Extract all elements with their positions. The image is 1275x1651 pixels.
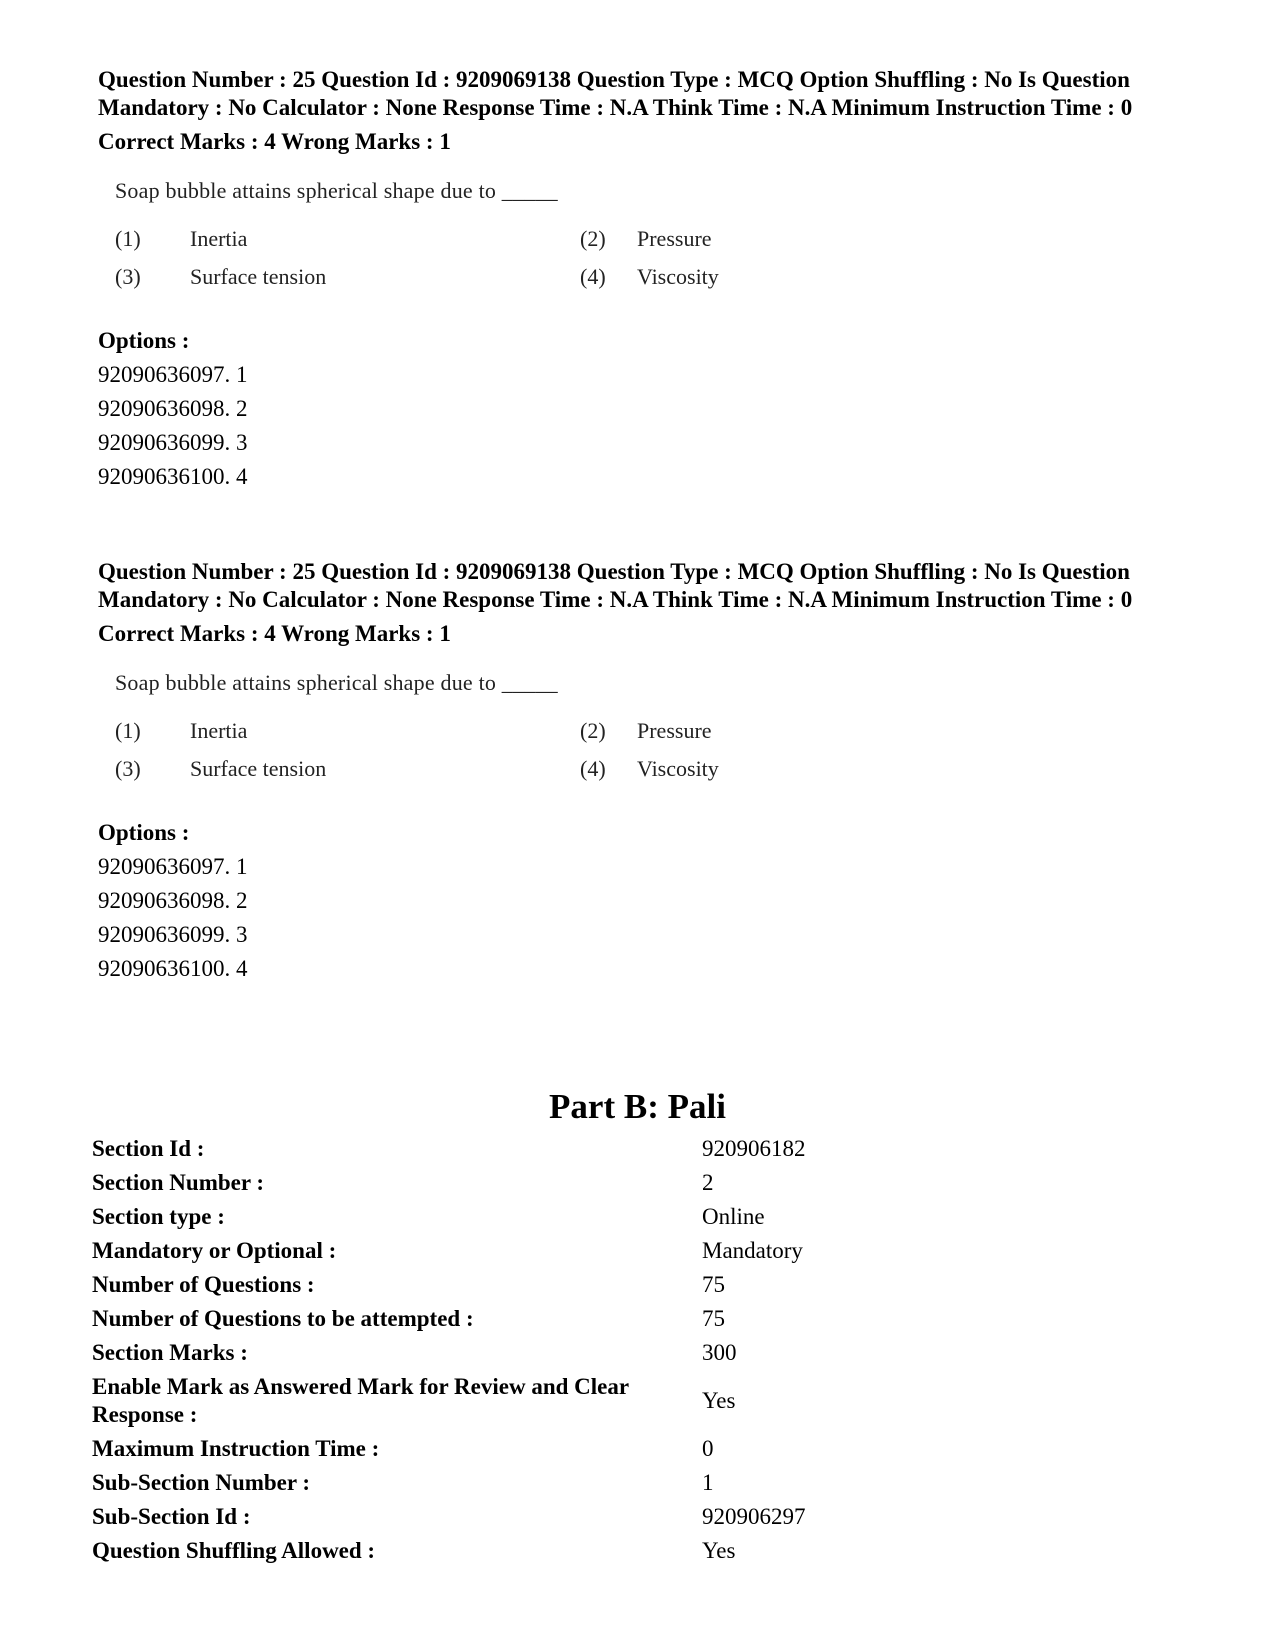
section-key: Maximum Instruction Time : xyxy=(92,1436,380,1461)
choice-2: (2) Pressure xyxy=(580,718,712,743)
choice-2: (2) Pressure xyxy=(580,226,712,251)
option-id: 92090636097. 1 xyxy=(98,854,248,879)
section-key: Section Number : xyxy=(92,1170,265,1195)
section-value: 1 xyxy=(702,1470,714,1495)
section-value: Yes xyxy=(702,1388,736,1413)
question-meta: Question Number : 25 Question Id : 9209069138 Question Type : MCQ Option Shuffling : No Is Question Mandatory : No Calculator : None Response Time : N.A Think Time : N.A Minimum Instruction Time : 0 xyxy=(98,559,1133,612)
section-value: 920906182 xyxy=(702,1136,806,1161)
question-marks: Correct Marks : 4 Wrong Marks : 1 xyxy=(98,621,451,646)
section-row xyxy=(92,1500,806,1534)
section-row xyxy=(92,1370,806,1432)
section-row xyxy=(92,1336,806,1370)
section-key: Question Shuffling Allowed : xyxy=(92,1538,376,1563)
options-label: Options : xyxy=(98,820,190,845)
section-value: Yes xyxy=(702,1538,736,1563)
section-row xyxy=(92,1466,806,1500)
option-id: 92090636100. 4 xyxy=(98,464,248,489)
option-id: 92090636098. 2 xyxy=(98,396,248,421)
choice-3: (3) Surface tension xyxy=(115,264,327,289)
section-key: Enable Mark as Answered Mark for Review and Clear Response : xyxy=(92,1374,629,1427)
part-title: Part B: Pali xyxy=(549,1087,726,1126)
section-key: Sub-Section Id : xyxy=(92,1504,251,1529)
section-row xyxy=(92,1534,806,1568)
choice-4: (4) Viscosity xyxy=(580,756,719,781)
question-meta: Question Number : 25 Question Id : 9209069138 Question Type : MCQ Option Shuffling : No Is Question Mandatory : No Calculator : None Response Time : N.A Think Time : N.A Minimum Instruction Time : 0 xyxy=(98,67,1133,120)
section-key: Mandatory or Optional : xyxy=(92,1238,337,1263)
section-row xyxy=(92,1200,806,1234)
section-value: 0 xyxy=(702,1436,714,1461)
section-row xyxy=(92,1302,806,1336)
section-row xyxy=(92,1268,806,1302)
section-key: Section Id : xyxy=(92,1136,205,1161)
question-block-1 xyxy=(98,66,1178,494)
choice-3: (3) Surface tension xyxy=(115,756,327,781)
question-text: Soap bubble attains spherical shape due to _____ xyxy=(115,670,558,695)
section-value: 75 xyxy=(702,1272,725,1297)
section-value: 920906297 xyxy=(702,1504,806,1529)
section-row xyxy=(92,1132,806,1166)
section-value: Mandatory xyxy=(702,1238,803,1263)
section-row xyxy=(92,1432,806,1466)
question-image xyxy=(98,166,1178,316)
section-row xyxy=(92,1166,806,1200)
question-text: Soap bubble attains spherical shape due to _____ xyxy=(115,178,558,203)
option-id: 92090636099. 3 xyxy=(98,922,248,947)
choice-4: (4) Viscosity xyxy=(580,264,719,289)
section-row xyxy=(92,1234,806,1268)
choice-1: (1) Inertia xyxy=(115,226,248,251)
section-key: Number of Questions : xyxy=(92,1272,315,1297)
options-label: Options : xyxy=(98,328,190,353)
option-id: 92090636100. 4 xyxy=(98,956,248,981)
option-id: 92090636098. 2 xyxy=(98,888,248,913)
section-key: Section Marks : xyxy=(92,1340,248,1365)
section-value: 2 xyxy=(702,1170,714,1195)
section-info-table xyxy=(92,1132,806,1568)
question-image xyxy=(98,658,1178,808)
option-id: 92090636097. 1 xyxy=(98,362,248,387)
option-id: 92090636099. 3 xyxy=(98,430,248,455)
section-key: Section type : xyxy=(92,1204,225,1229)
question-marks: Correct Marks : 4 Wrong Marks : 1 xyxy=(98,129,451,154)
section-value: Online xyxy=(702,1204,765,1229)
section-key: Number of Questions to be attempted : xyxy=(92,1306,474,1331)
choice-1: (1) Inertia xyxy=(115,718,248,743)
question-block-2 xyxy=(98,558,1178,986)
section-key: Sub-Section Number : xyxy=(92,1470,311,1495)
section-value: 75 xyxy=(702,1306,725,1331)
section-value: 300 xyxy=(702,1340,737,1365)
